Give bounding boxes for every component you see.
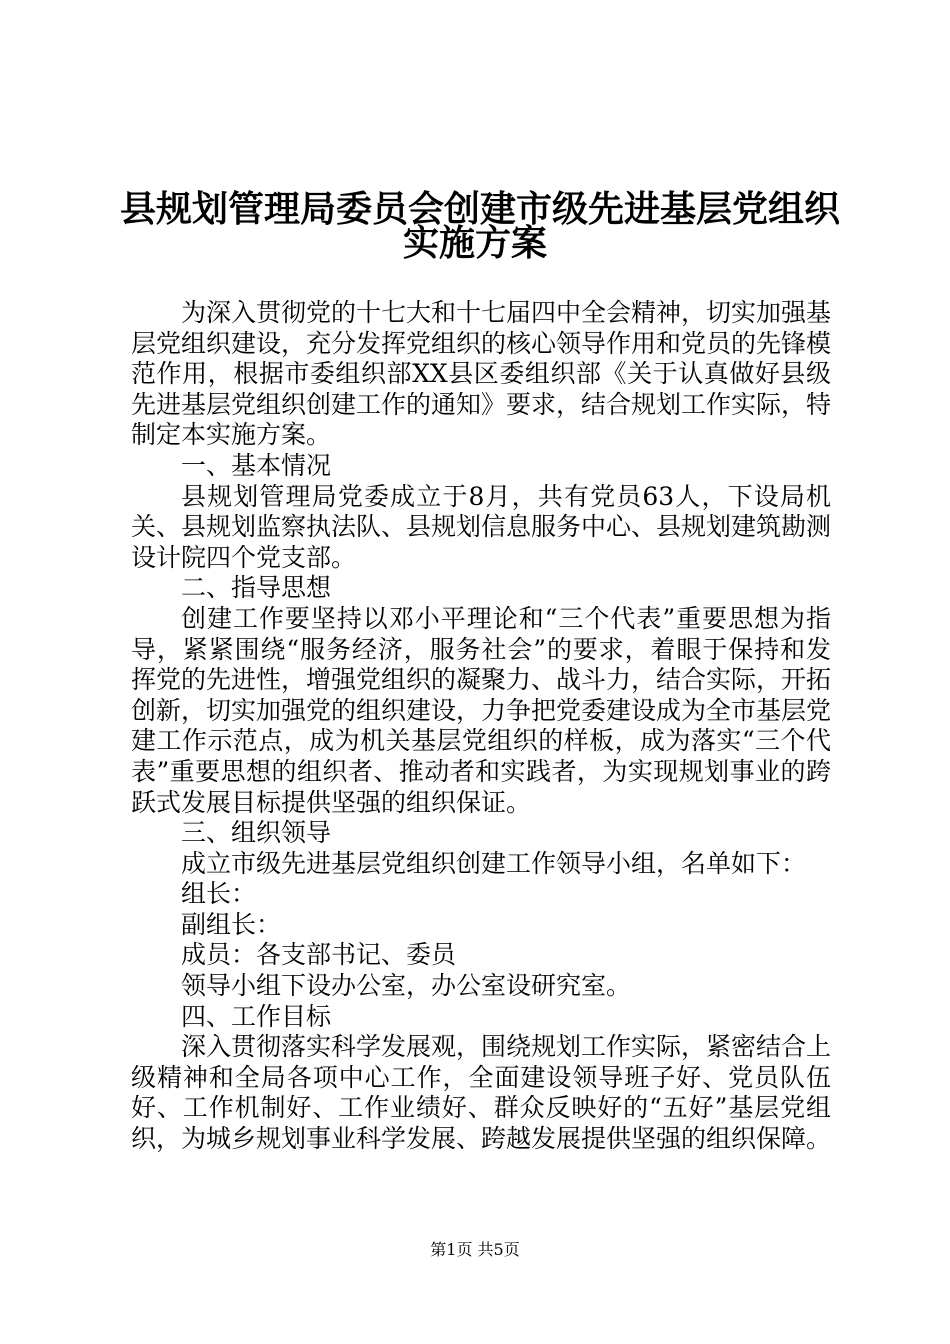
document-title-line-2: 实施方案: [402, 223, 547, 264]
document-body: [131, 298, 831, 1155]
leadership-paragraph: 成立市级先进基层党组织创建工作领导小组，名单如下：: [181, 848, 807, 878]
section-heading-leadership: 三、组织领导: [181, 818, 332, 848]
members-line: 成员：各支部书记、委员: [181, 940, 457, 970]
basic-situation-paragraph: 县规划管理局党委成立于8月，共有党员63人，下设局机关、县规划监察执法队、县规划信息服务中心、县规划建筑勘测设计院四个党支部。: [131, 481, 832, 572]
work-goals-paragraph: 深入贯彻落实科学发展观，围绕规划工作实际，紧密结合上级精神和全局各项中心工作，全面建设领导班子好、党员队伍好、工作机制好、工作业绩好、群众反映好的“五好”基层党组织，为城乡规划事业科学发展、跨越发展提供坚强的组织保障。: [131, 1032, 832, 1154]
intro-paragraph: 为深入贯彻党的十七大和十七届四中全会精神，切实加强基层党组织建设，充分发挥党组织的核心领导作用和党员的先锋模范作用，根据市委组织部XX县区委组织部《关于认真做好县级先进基层党组织创建工作的通知》要求，结合规划工作实际，特制定本实施方案。: [131, 298, 832, 450]
leader-line: 组长：: [181, 879, 257, 909]
document-title-line-1: 县规划管理局委员会创建市级先进基层党组织: [120, 189, 841, 230]
office-line: 领导小组下设办公室，办公室设研究室。: [181, 971, 632, 1001]
deputy-leader-line: 副组长：: [181, 909, 282, 939]
guiding-ideology-paragraph: 创建工作要坚持以邓小平理论和“三个代表”重要思想为指导，紧紧围绕“服务经济，服务社会”的要求，着眼于保持和发挥党的先进性，增强党组织的凝聚力、战斗力，结合实际，开拓创新，切实加强党的组织建设，力争把党委建设成为全市基层党建工作示范点，成为机关基层党组织的样板，成为落实“三个代表”重要思想的组织者、推动者和实践者，为实现规划事业的跨跃式发展目标提供坚强的组织保证。: [131, 603, 832, 817]
section-heading-guiding-ideology: 二、指导思想: [181, 573, 332, 603]
section-heading-work-goals: 四、工作目标: [181, 1001, 332, 1031]
section-heading-basic-situation: 一、基本情况: [181, 450, 332, 480]
page-footer: 第1页 共5页: [430, 1240, 520, 1259]
